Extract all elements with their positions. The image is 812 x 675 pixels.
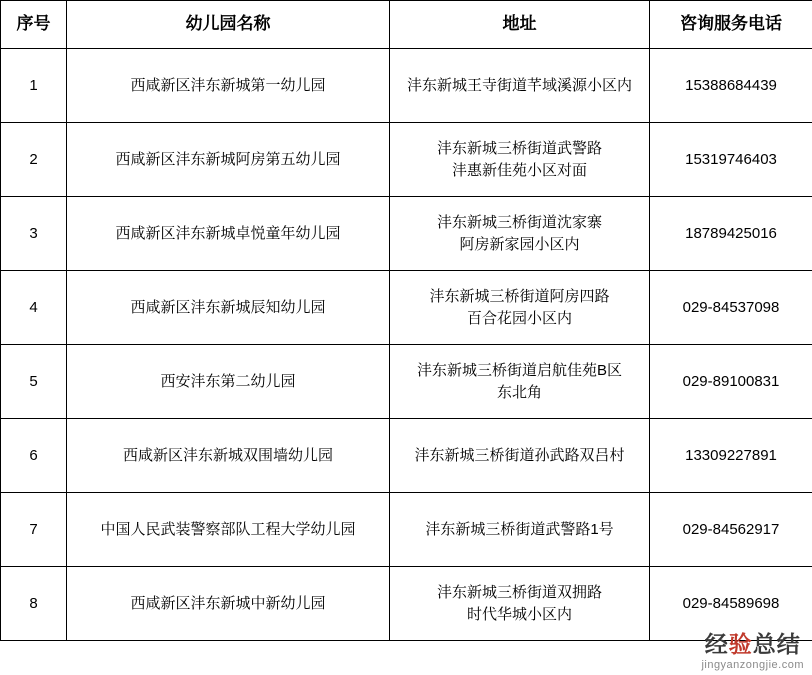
address-line: 沣东新城王寺街道芊域溪源小区内	[406, 76, 632, 94]
cell-name: 西咸新区沣东新城中新幼儿园	[67, 567, 390, 641]
cell-address	[390, 197, 650, 271]
cell-address	[390, 419, 650, 493]
table-row	[1, 419, 812, 493]
cell-name: 西咸新区沣东新城第一幼儿园	[67, 49, 390, 123]
table-row	[1, 345, 812, 419]
table-row	[1, 49, 812, 123]
address-line: 沣东新城三桥街道沈家寨	[436, 213, 602, 231]
watermark-url: jingyanzongjie.com	[701, 659, 804, 671]
address-line: 沣东新城三桥街道阿房四路	[429, 287, 610, 305]
cell-name: 西咸新区沣东新城辰知幼儿园	[67, 271, 390, 345]
cell-index: 8	[1, 567, 67, 641]
cell-address	[390, 49, 650, 123]
watermark-suffix: 总结	[752, 630, 801, 657]
column-header-index: 序号	[1, 1, 67, 49]
address-line: 东北角	[496, 383, 542, 401]
address-line: 阿房新家园小区内	[459, 235, 580, 253]
table-body	[1, 49, 812, 641]
cell-phone: 029-84537098	[650, 271, 812, 345]
table-row	[1, 197, 812, 271]
cell-index: 2	[1, 123, 67, 197]
cell-address	[390, 345, 650, 419]
table-header-row	[1, 1, 812, 49]
table-header	[1, 1, 812, 49]
cell-phone: 029-84562917	[650, 493, 812, 567]
column-header-address: 地址	[390, 1, 650, 49]
cell-name: 中国人民武装警察部队工程大学幼儿园	[67, 493, 390, 567]
cell-index: 4	[1, 271, 67, 345]
address-line: 沣惠新佳苑小区对面	[451, 161, 587, 179]
address-line: 沣东新城三桥街道启航佳苑B区	[416, 361, 622, 379]
cell-index: 3	[1, 197, 67, 271]
cell-phone: 18789425016	[650, 197, 812, 271]
watermark-prefix: 经	[704, 630, 729, 657]
cell-phone: 15319746403	[650, 123, 812, 197]
address-line: 沣东新城三桥街道武警路	[436, 139, 602, 157]
address-line: 沣东新城三桥街道双拥路	[436, 583, 602, 601]
cell-phone: 15388684439	[650, 49, 812, 123]
address-line: 时代华城小区内	[466, 605, 572, 623]
cell-name: 西安沣东第二幼儿园	[67, 345, 390, 419]
watermark-accent: 验	[728, 630, 753, 657]
cell-address	[390, 493, 650, 567]
cell-index: 7	[1, 493, 67, 567]
cell-address	[390, 271, 650, 345]
cell-address	[390, 567, 650, 641]
column-header-name: 幼儿园名称	[67, 1, 390, 49]
table-row	[1, 123, 812, 197]
table-row	[1, 493, 812, 567]
cell-phone: 13309227891	[650, 419, 812, 493]
cell-name: 西咸新区沣东新城阿房第五幼儿园	[67, 123, 390, 197]
table-row	[1, 271, 812, 345]
cell-index: 6	[1, 419, 67, 493]
table-row	[1, 567, 812, 641]
cell-index: 1	[1, 49, 67, 123]
cell-index: 5	[1, 345, 67, 419]
address-line: 百合花园小区内	[466, 309, 572, 327]
cell-name: 西咸新区沣东新城双围墙幼儿园	[67, 419, 390, 493]
cell-phone: 029-84589698	[650, 567, 812, 641]
address-line: 沣东新城三桥街道武警路1号	[425, 520, 614, 538]
cell-name: 西咸新区沣东新城卓悦童年幼儿园	[67, 197, 390, 271]
cell-phone: 029-89100831	[650, 345, 812, 419]
column-header-phone: 咨询服务电话	[650, 1, 812, 49]
cell-address	[390, 123, 650, 197]
address-line: 沣东新城三桥街道孙武路双吕村	[414, 446, 625, 464]
